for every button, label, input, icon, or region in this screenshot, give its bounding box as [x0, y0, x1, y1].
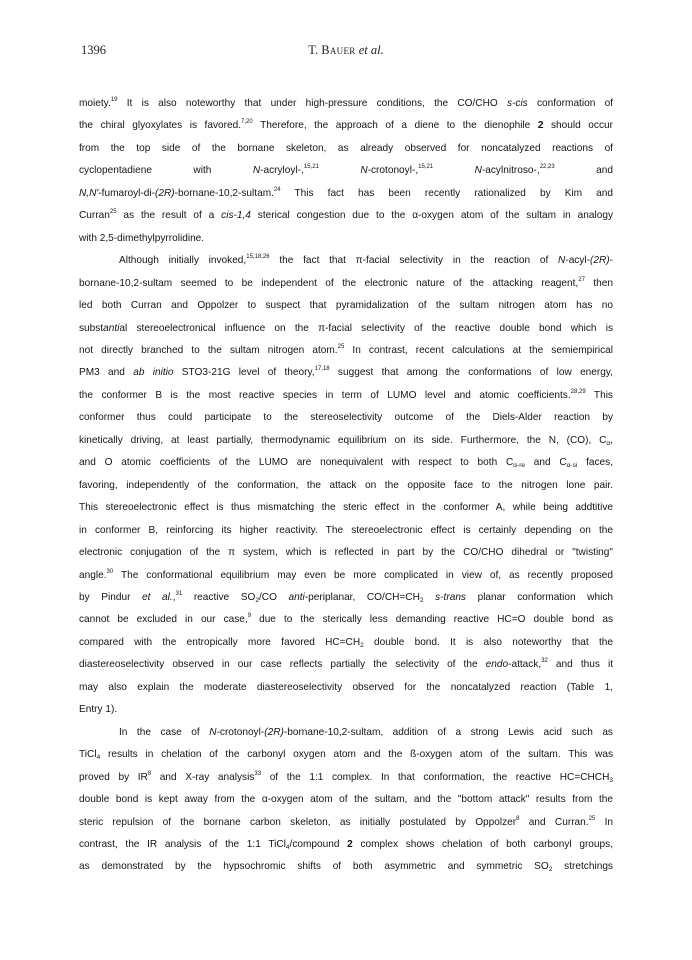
text-line: cyclopentadiene with N-acryloyl-,$^{15,21}$ N-crotonoyl-,$^{15,21}$ N-acylnitroso-,$^{22,23}$ and [79, 164, 613, 177]
et-al: et al. [355, 43, 384, 57]
text-line: N,N'-fumaroyl-di-(2R)-bornane-10,2-sultam.$^{24}$ This fact has been recently rationalized by Kim and [79, 186, 613, 199]
text-line: electronic conjugation of the π system, which is reflected in part by the CO/CHO dihedral or "twisting" [79, 547, 613, 559]
text-line: PM3 and ab initio STO3-21G level of theory,$^{17,18}$ suggest that among the conformations of low energy, [79, 366, 613, 379]
text-line: conformer thus could participate to the stereoselectivity outcome of the Diels-Alder reaction by [79, 412, 613, 424]
text-line: not directly branched to the sultam nitrogen atom.$^{25}$ In contrast, recent calculations at the semiempirical [79, 343, 614, 356]
text-line: from the top side of the bornane skeleton, as already observed for noncatalyzed reactions of [79, 142, 613, 154]
text-line: may also explain the moderate diastereoselectivity observed for the noncatalyzed reaction (Table 1, [79, 681, 613, 693]
page-header [81, 43, 611, 63]
text-line: double bond is kept away from the α-oxygen atom of the sultam, and the "bottom attack" results from the [79, 794, 613, 806]
text-line: by Pindur et al.,$^{31}$ reactive $SO_2/CO$ anti-periplanar, $CO/CH=CH_2$ s-trans planar conformation which [79, 590, 613, 604]
running-head [81, 43, 611, 58]
text-line: led both Curran and Oppolzer to suspect that pyramidalization of the sultam nitrogen atom has no [79, 300, 613, 312]
text-line: Curran$^{25}$ as the result of a cis-1,4 sterical congestion due to the α-oxygen atom of the sultam in analogy [79, 209, 613, 222]
text-line: diastereoselectivity observed in our case reflects partially the selectivity of the endo-attack,$^{32}$ and thus it [79, 658, 613, 671]
text-line: the chiral glyoxylates is favored.$^{7,20}$ Therefore, the approach of a diene to the dienophile 2 should occur [79, 119, 613, 132]
text-line: favoring, independently of the conformation, the attack on the opposite face to the nitrogen lone pair. [79, 479, 613, 491]
text-line: moiety.$^{19}$ It is also noteworthy that under high-pressure conditions, the CO/CHO s-cis conformation of [79, 97, 613, 109]
text-line: and O atomic coefficients of the LUMO are nonequivalent with respect to both $C_{\alpha-re}$ and $C_{\alpha-si}$ faces, [79, 457, 614, 470]
text-line: with 2,5-dimethylpyrrolidine. [79, 232, 205, 244]
text-line: cannot be excluded in our case,$^9$ due to the sterically less demanding reactive HC=O double bond as [79, 613, 614, 626]
page-number: 1396 [81, 43, 106, 57]
text-line: as demonstrated by the hypsochromic shifts of both asymmetric and symmetric $SO_2$ stretchings [79, 861, 613, 874]
text-line: angle.$^{30}$ The conformational equilibrium may even be more complicated in view of, as recently proposed [79, 568, 613, 581]
text-line: contrast, the IR analysis of the 1:1 TiCl$_4$/compound 2 complex shows chelation of both carbonyl groups, [79, 838, 613, 851]
text-line: substantial stereoelectronical influence on the π-facial selectivity of the reactive double bond which is [79, 322, 613, 334]
author-initial: T. [308, 43, 322, 57]
text-line: kinetically driving, at least partially, thermodynamic equilibrium on its side. Furthermore, the N, (CO), $C_\alpha$, [79, 434, 613, 447]
text-line: This stereoelectronic effect is thus mismatching the steric effect in the conformer A, while being addtitive [79, 502, 613, 514]
text-line: bornane-10,2-sultam seemed to be independent of the electronic nature of the attacking reagent,$^{27}$ then [79, 276, 614, 289]
body-text [79, 93, 613, 879]
text-line: the conformer B is the most reactive species in term of LUMO level and atomic coefficients.$^{28,29}$ This [79, 388, 613, 401]
text-line: proved by $IR^8$ and X-ray analysis$^{33}$ of the 1:1 complex. In that conformation, the reactive $HC=CHCH_3$ [79, 770, 613, 784]
text-line: compared with the entropically more favored $HC=CH_2$ double bond. It is also noteworthy that the [79, 636, 613, 649]
text-line: TiCl$_4$ results in chelation of the carbonyl oxygen atom and the ß-oxygen atom of the sultam. This was [79, 749, 613, 762]
text-line: In the case of N-crotonoyl-(2R)-bornane-10,2-sultam, addition of a strong Lewis acid such as [119, 726, 613, 738]
text-line: Although initially invoked,$^{15,18,26}$ the fact that π-facial selectivity in the reaction of N-acyl-(2R)- [119, 254, 614, 267]
text-line: Entry 1). [79, 704, 118, 716]
text-line: in conformer B, reinforcing its higher reactivity. The stereoelectronic effect is certainly depending on the [79, 524, 613, 536]
text-line: steric repulsion of the bornane carbon skeleton, as initially postulated by Oppolzer$^8$ and Curran.$^{25}$ In [79, 815, 613, 828]
author-name: Bauer [321, 43, 356, 57]
